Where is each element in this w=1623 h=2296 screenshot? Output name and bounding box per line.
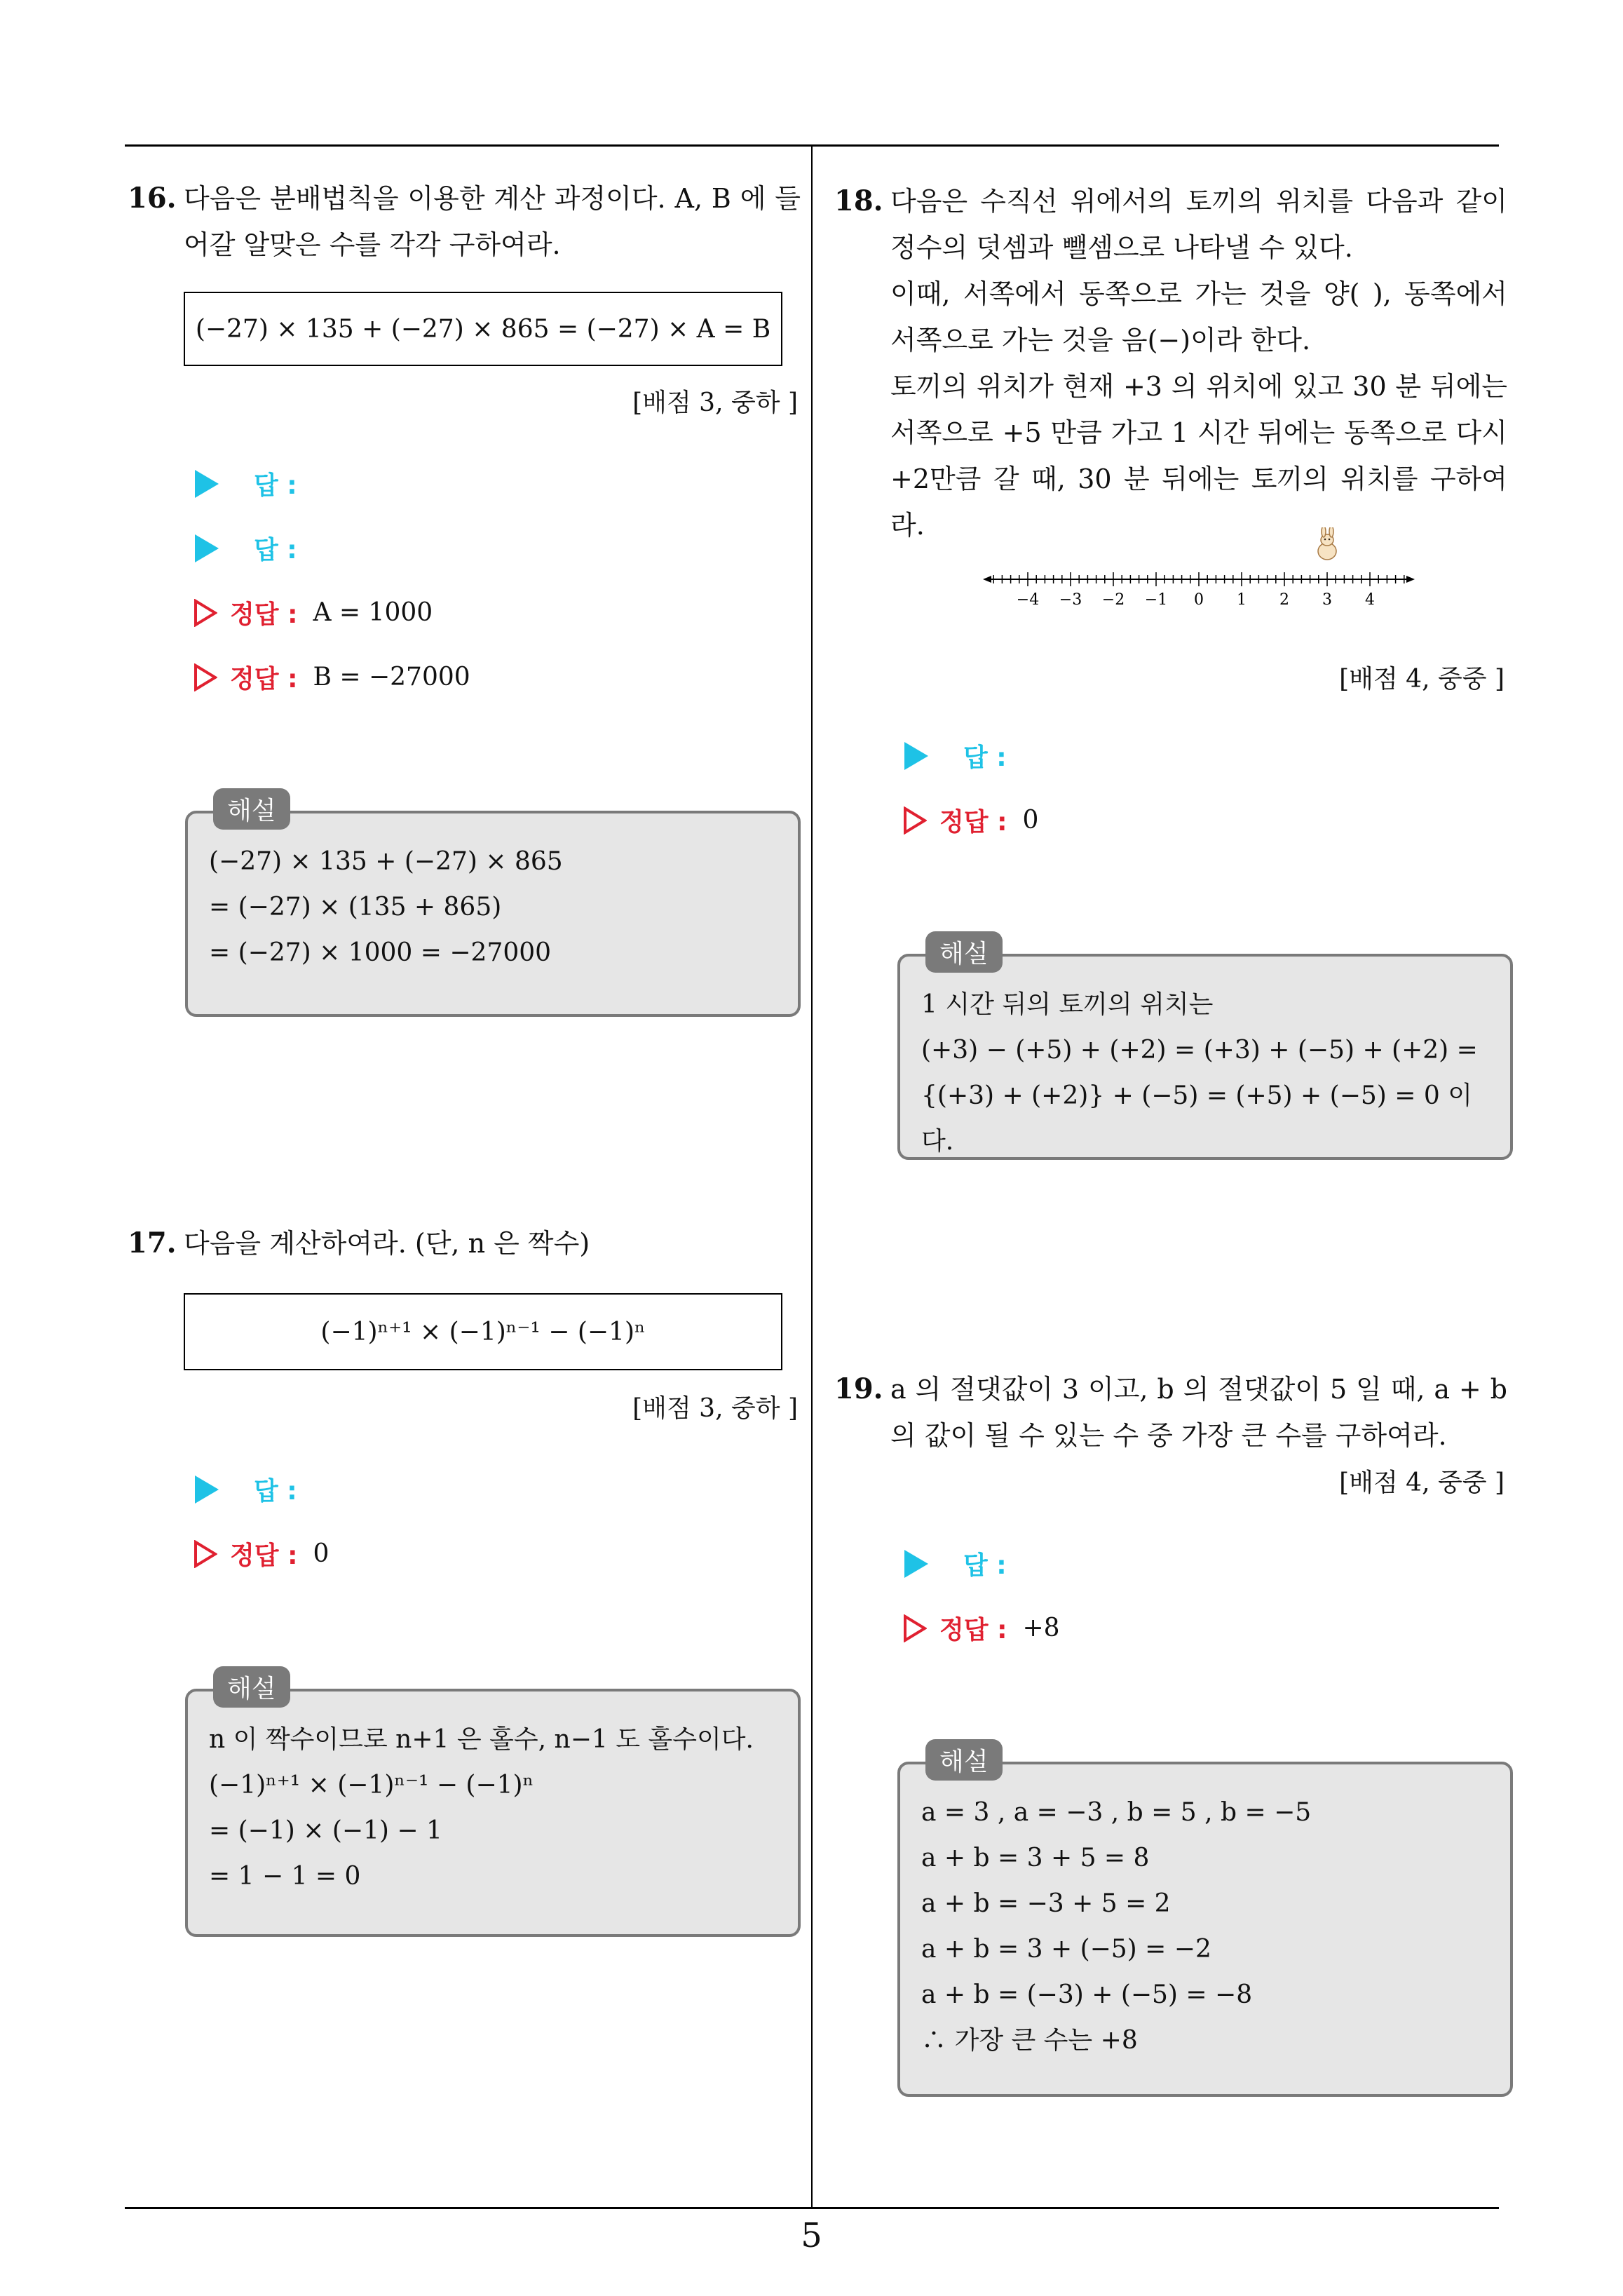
question-text: 이때, 서쪽에서 동쪽으로 가는 것을 양( ), 동쪽에서 서쪽으로 가는 것을 음(−)이라 한다. <box>890 278 1507 356</box>
outline-arrow-icon <box>903 806 927 835</box>
explanation-line: (−1)ⁿ⁺¹ × (−1)ⁿ⁻¹ − (−1)ⁿ <box>209 1771 534 1799</box>
explanation-line: a = 3 , a = −3 , b = 5 , b = −5 <box>921 1798 1312 1827</box>
answer-row[interactable] <box>195 466 297 501</box>
tick-label: −1 <box>1144 591 1168 609</box>
explanation-box <box>185 797 801 1017</box>
explanation-line: a + b = 3 + (−5) = −2 <box>921 1935 1211 1964</box>
answer-row[interactable] <box>904 738 1007 774</box>
bottom-rule <box>125 2207 1499 2209</box>
play-arrow-icon <box>195 1475 219 1504</box>
tick-label: −3 <box>1059 591 1082 609</box>
answer-label: 답 : <box>254 471 297 500</box>
question-18 <box>834 178 1507 548</box>
tick-label: 4 <box>1365 591 1375 609</box>
explanation-line: 1 시간 뒤의 토끼의 위치는 <box>921 990 1214 1019</box>
correct-label: 정답 : <box>939 1616 1007 1645</box>
answer-label: 답 : <box>254 536 297 565</box>
number-line <box>982 527 1416 612</box>
correct-answer-row <box>903 1610 1060 1646</box>
question-16 <box>128 175 801 268</box>
explanation-box <box>185 1675 801 1937</box>
play-arrow-icon <box>904 742 928 770</box>
outline-arrow-icon <box>193 1540 217 1568</box>
outline-arrow-icon <box>903 1614 927 1642</box>
outline-arrow-icon <box>193 663 217 691</box>
axis-arrow-left <box>983 576 991 583</box>
answer-row[interactable] <box>195 1471 297 1507</box>
explanation-line: = 1 − 1 = 0 <box>209 1862 361 1891</box>
explanation-box <box>897 940 1513 1160</box>
correct-value: +8 <box>1022 1614 1060 1642</box>
question-text: 다음은 수직선 위에서의 토끼의 위치를 다음과 같이 정수의 덧셈과 뺄셈으로 나타낼 수 있다. <box>890 186 1507 263</box>
question-text: a 의 절댓값이 3 이고, b 의 절댓값이 5 일 때, a + b 의 값이 될 수 있는 수 중 가장 큰 수를 구하여라. <box>890 1374 1507 1451</box>
explanation-line: {(+3) + (+2)} + (−5) = (+5) + (−5) = 0 이다. <box>921 1081 1472 1156</box>
tick-label: 2 <box>1279 591 1289 609</box>
answer-row[interactable] <box>195 530 297 566</box>
score: [배점 3, 중하 ] <box>632 1394 798 1423</box>
correct-label: 정답 : <box>230 1541 298 1570</box>
explanation-tag: 해설 <box>925 931 1003 973</box>
column-divider <box>811 144 813 2209</box>
axis-arrow-right <box>1406 576 1415 583</box>
tick-label: −4 <box>1016 591 1040 609</box>
question-number: 16. <box>128 182 177 215</box>
explanation-line: a + b = 3 + 5 = 8 <box>921 1844 1150 1872</box>
correct-value: A = 1000 <box>313 598 433 627</box>
correct-value: 0 <box>313 1539 330 1568</box>
explanation-line: a + b = −3 + 5 = 2 <box>921 1889 1171 1918</box>
answer-row[interactable] <box>904 1546 1007 1581</box>
answer-label: 답 : <box>254 1477 297 1506</box>
score: [배점 4, 중중 ] <box>1339 1468 1505 1497</box>
page-number: 5 <box>801 2216 822 2255</box>
explanation-line: (−27) × 135 + (−27) × 865 <box>209 847 563 876</box>
explanation-line: = (−27) × 1000 = −27000 <box>209 938 552 967</box>
question-19 <box>834 1366 1507 1459</box>
explanation-tag: 해설 <box>213 788 290 830</box>
explanation-line: = (−1) × (−1) − 1 <box>209 1816 442 1845</box>
formula-box <box>184 292 782 366</box>
correct-label: 정답 : <box>939 808 1007 837</box>
question-number: 17. <box>128 1227 177 1260</box>
play-arrow-icon <box>904 1550 928 1578</box>
correct-value: B = −27000 <box>313 663 470 691</box>
correct-answer-row <box>903 802 1038 838</box>
answer-label: 답 : <box>963 1551 1007 1580</box>
tick-label: −2 <box>1101 591 1125 609</box>
tick-label: 3 <box>1322 591 1332 609</box>
explanation-line: (+3) − (+5) + (+2) = (+3) + (−5) + (+2) = <box>921 1036 1478 1065</box>
answer-label: 답 : <box>963 743 1007 772</box>
correct-answer-row <box>193 659 470 695</box>
correct-value: 0 <box>1022 806 1039 835</box>
correct-label: 정답 : <box>230 665 298 694</box>
explanation-tag: 해설 <box>925 1739 1003 1781</box>
correct-label: 정답 : <box>230 600 298 629</box>
formula-box <box>184 1293 782 1370</box>
question-text: 다음을 계산하여라. (단, n 은 짝수) <box>184 1228 590 1259</box>
explanation-box <box>897 1748 1513 2097</box>
correct-answer-row <box>193 1536 329 1572</box>
question-text: 다음은 분배법칙을 이용한 계산 과정이다. A, B 에 들어갈 알맞은 수를 각각 구하여라. <box>184 183 801 260</box>
question-text: 토끼의 위치가 현재 +3 의 위치에 있고 30 분 뒤에는 서쪽으로 +5 만큼 가고 1 시간 뒤에는 동쪽으로 다시 +2만큼 갈 때, 30 분 뒤에는 토끼의 위치를 구하여라. <box>890 371 1507 541</box>
outline-arrow-icon <box>193 599 217 627</box>
tick-label: 1 <box>1237 591 1247 609</box>
formula: (−27) × 135 + (−27) × 865 = (−27) × A = B <box>195 314 771 344</box>
score: [배점 4, 중중 ] <box>1339 665 1505 694</box>
tick-label: 0 <box>1194 591 1204 609</box>
correct-answer-row <box>193 595 433 630</box>
play-arrow-icon <box>195 470 219 498</box>
play-arrow-icon <box>195 534 219 562</box>
question-17 <box>128 1220 801 1267</box>
formula: (−1)ⁿ⁺¹ × (−1)ⁿ⁻¹ − (−1)ⁿ <box>320 1317 646 1346</box>
rabbit-icon <box>1318 527 1336 560</box>
question-number: 19. <box>834 1372 883 1405</box>
explanation-line: = (−27) × (135 + 865) <box>209 893 502 921</box>
score: [배점 3, 중하 ] <box>632 389 798 417</box>
explanation-line: n 이 짝수이므로 n+1 은 홀수, n−1 도 홀수이다. <box>209 1725 754 1754</box>
explanation-line: a + b = (−3) + (−5) = −8 <box>921 1980 1253 2009</box>
explanation-tag: 해설 <box>213 1666 290 1708</box>
explanation-line: ∴ 가장 큰 수는 +8 <box>921 2026 1138 2055</box>
question-number: 18. <box>834 184 883 217</box>
